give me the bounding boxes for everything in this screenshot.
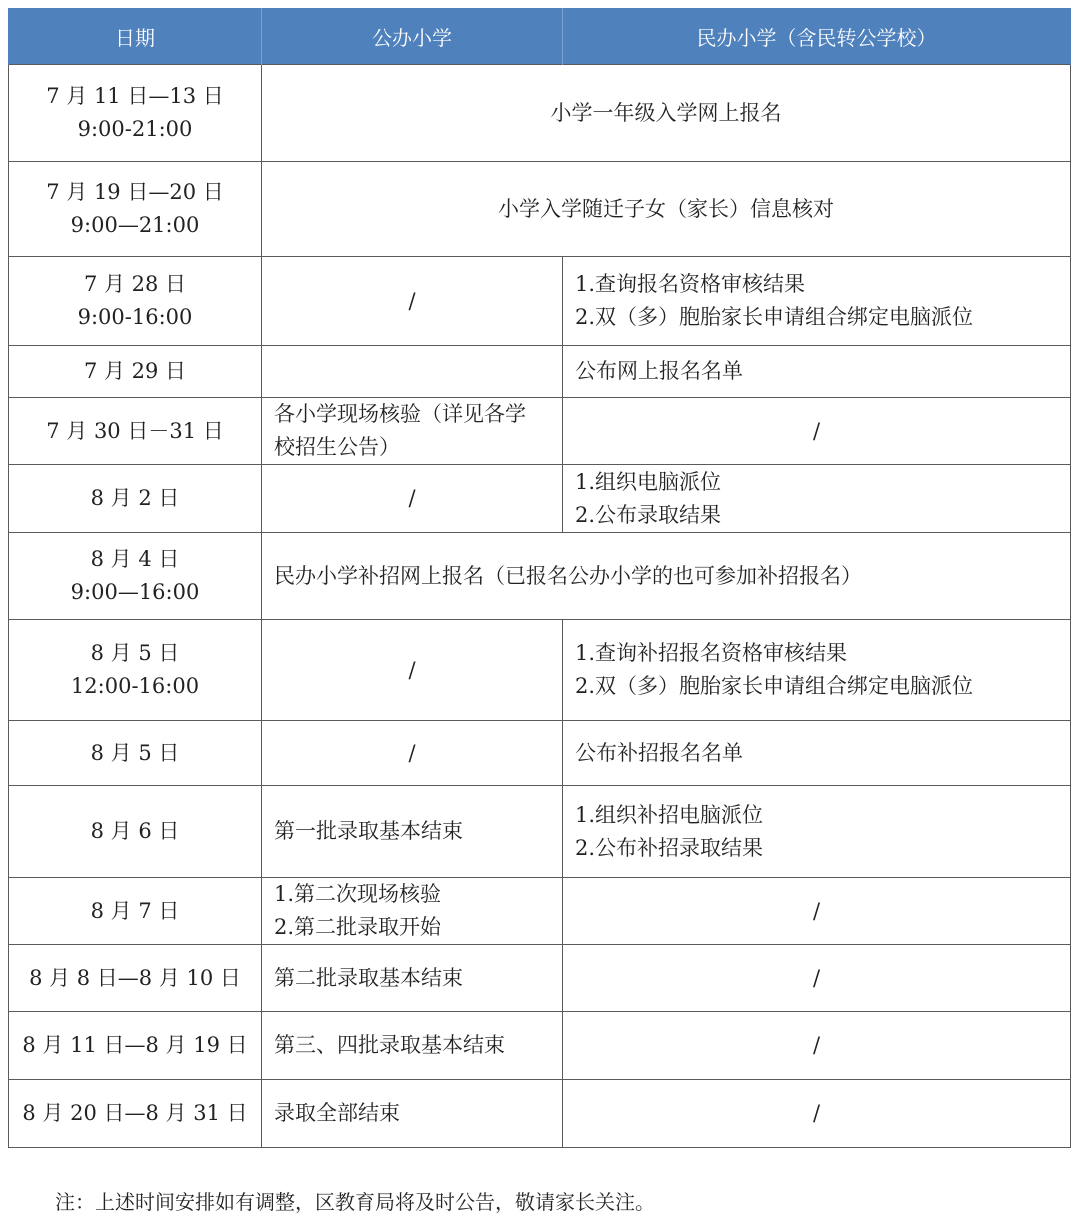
cell-line: 1.组织电脑派位 <box>575 469 722 494</box>
cell-line: / <box>812 965 821 990</box>
cell-line: 2.公布录取结果 <box>575 502 722 527</box>
merged-cell: 小学一年级入学网上报名 <box>262 65 1071 162</box>
table-row <box>9 945 1071 1012</box>
table-row <box>9 465 1071 533</box>
date-line: 8 月 2 日 <box>90 486 180 510</box>
footnote: 注：上述时间安排如有调整，区教育局将及时公告，敬请家长关注。 <box>55 1190 655 1214</box>
date-cell <box>9 346 262 398</box>
cell-line: / <box>812 898 821 923</box>
private-cell <box>563 346 1071 398</box>
date-line: 8 月 5 日 <box>90 740 180 765</box>
public-cell <box>262 945 563 1012</box>
private-cell <box>563 620 1071 721</box>
public-cell <box>262 257 563 346</box>
public-cell <box>262 398 563 465</box>
table-row <box>9 162 1071 257</box>
cell-line: 1.查询报名资格审核结果 <box>575 272 806 296</box>
public-cell <box>262 786 563 878</box>
cell-line: 2.双（多）胞胎家长申请组合绑定电脑派位 <box>575 305 974 329</box>
cell-line: / <box>812 1033 821 1057</box>
table-row <box>9 1080 1071 1148</box>
cell-line: 1.第二次现场核验 <box>274 882 442 906</box>
enrollment-schedule-table <box>8 8 1071 1148</box>
cell-line: 1.查询补招报名资格审核结果 <box>575 641 848 665</box>
cell-line: 第三、四批录取基本结束 <box>274 1033 505 1057</box>
date-cell <box>9 1012 262 1080</box>
public-cell <box>262 878 563 945</box>
private-cell <box>563 465 1071 533</box>
public-cell <box>262 721 563 786</box>
table-row <box>9 533 1071 620</box>
date-line: 7 月 19 日—20 日 <box>46 180 224 204</box>
cell-line: / <box>812 418 821 443</box>
public-cell <box>262 620 563 721</box>
cell-line: 2.双（多）胞胎家长申请组合绑定电脑派位 <box>575 674 974 698</box>
cell-line: 公布网上报名名单 <box>575 359 743 383</box>
time-line: 9:00-16:00 <box>77 305 193 329</box>
date-line: 8 月 5 日 <box>90 641 180 665</box>
cell-line: / <box>408 657 416 682</box>
date-cell <box>9 945 262 1012</box>
time-line: 9:00—16:00 <box>70 580 200 604</box>
date-cell <box>9 878 262 945</box>
table-row <box>9 398 1071 465</box>
cell-line: / <box>408 486 416 510</box>
date-cell <box>9 533 262 620</box>
private-cell <box>563 1012 1071 1080</box>
time-line: 9:00-21:00 <box>77 117 193 141</box>
date-line: 8 月 4 日 <box>90 547 180 571</box>
date-cell <box>9 1080 262 1148</box>
public-cell <box>262 1080 563 1148</box>
date-line: 8 月 7 日 <box>90 898 180 923</box>
table-row <box>9 786 1071 878</box>
header-date: 日期 <box>9 8 262 65</box>
table-header <box>9 8 1071 65</box>
cell-line: / <box>408 740 416 765</box>
private-cell <box>563 721 1071 786</box>
date-cell <box>9 65 262 162</box>
table-row <box>9 721 1071 786</box>
private-cell <box>563 257 1071 346</box>
merged-cell: 小学入学随迁子女（家长）信息核对 <box>262 162 1071 257</box>
private-cell <box>563 878 1071 945</box>
cell-line: / <box>812 1101 821 1125</box>
table-row <box>9 65 1071 162</box>
date-line: 8 月 20 日—8 月 31 日 <box>22 1101 248 1125</box>
public-cell <box>262 1012 563 1080</box>
public-cell <box>262 465 563 533</box>
table-row <box>9 346 1071 398</box>
cell-line: 校招生公告） <box>274 435 400 459</box>
date-line: 8 月 6 日 <box>90 819 180 843</box>
date-cell <box>9 786 262 878</box>
cell-line: 2.公布补招录取结果 <box>575 835 764 860</box>
cell-line: 录取全部结束 <box>274 1101 400 1125</box>
cell-line: / <box>408 288 416 313</box>
table-row <box>9 878 1071 945</box>
header-public-school: 公办小学 <box>262 8 563 65</box>
date-line: 8 月 11 日—8 月 19 日 <box>22 1033 248 1057</box>
cell-line: 第二批录取基本结束 <box>274 965 463 990</box>
cell-line: 2.第二批录取开始 <box>274 915 442 939</box>
date-cell <box>9 721 262 786</box>
date-cell <box>9 162 262 257</box>
private-cell <box>563 945 1071 1012</box>
cell-line: 第一批录取基本结束 <box>274 819 463 843</box>
date-line: 7 月 29 日 <box>83 359 187 383</box>
time-line: 12:00-16:00 <box>70 674 200 698</box>
private-cell <box>563 398 1071 465</box>
header-private-school: 民办小学（含民转公学校） <box>563 8 1071 65</box>
date-line: 7 月 11 日—13 日 <box>46 84 224 108</box>
cell-line: 公布补招报名名单 <box>575 740 743 765</box>
date-line: 7 月 28 日 <box>83 272 187 296</box>
cell-line: 各小学现场核验（详见各学 <box>274 402 526 426</box>
date-line: 8 月 8 日—8 月 10 日 <box>29 965 241 990</box>
date-cell <box>9 257 262 346</box>
time-line: 9:00—21:00 <box>70 213 200 237</box>
public-cell <box>262 346 563 398</box>
date-cell <box>9 620 262 721</box>
date-line: 7 月 30 日－31 日 <box>46 418 224 443</box>
cell-line: 1.组织补招电脑派位 <box>575 802 764 827</box>
table-row <box>9 620 1071 721</box>
private-cell <box>563 786 1071 878</box>
merged-cell: 民办小学补招网上报名（已报名公办小学的也可参加补招报名） <box>262 533 1071 620</box>
table-row <box>9 257 1071 346</box>
date-cell <box>9 465 262 533</box>
table-row <box>9 1012 1071 1080</box>
private-cell <box>563 1080 1071 1148</box>
date-cell <box>9 398 262 465</box>
